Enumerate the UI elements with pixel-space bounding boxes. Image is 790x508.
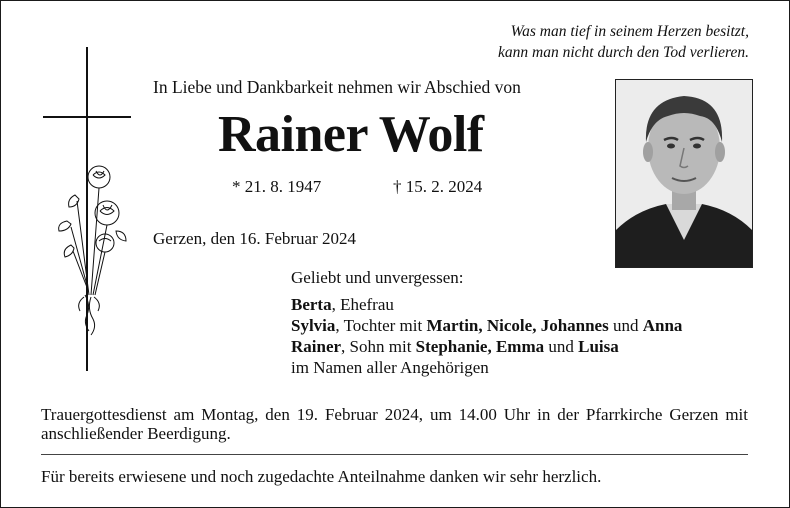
- intro-text: In Liebe und Dankbarkeit nehmen wir Abschied von: [153, 77, 521, 97]
- mourners-block: [291, 267, 682, 378]
- mourner-name: Rainer: [291, 337, 342, 356]
- funeral-service-info: Trauergottesdienst am Montag, den 19. Februar 2024, um 14.00 Uhr in der Pfarrkirche Gerzen mit anschließender Beerdigung.: [41, 405, 748, 443]
- mourner-name: Martin, Nicole, Johannes: [426, 316, 609, 335]
- mourner-name: Luisa: [578, 337, 619, 356]
- mourner-relation: , Tochter mit: [335, 316, 427, 335]
- cross-with-roses-icon: [41, 45, 133, 375]
- quote-line-2: kann man nicht durch den Tod verlieren.: [498, 44, 749, 61]
- deceased-name: Rainer Wolf: [218, 106, 484, 163]
- mourner-line: [291, 336, 682, 357]
- quote-line-1: Was man tief in seinem Herzen besitzt,: [510, 23, 749, 40]
- divider: [41, 454, 748, 455]
- portrait-photo: [615, 79, 753, 268]
- mourner-relation: , Sohn mit: [341, 337, 416, 356]
- mourner-relation: und: [544, 337, 579, 356]
- mourner-relation: im Namen aller Angehörigen: [291, 358, 489, 377]
- mourner-line: [291, 315, 682, 336]
- memorial-quote: [498, 21, 749, 63]
- death-date: † 15. 2. 2024: [393, 177, 483, 196]
- mourners-heading: Geliebt und unvergessen:: [291, 268, 464, 287]
- mourner-name: Sylvia: [291, 316, 336, 335]
- birth-date: * 21. 8. 1947: [232, 177, 322, 196]
- thanks-text: Für bereits erwiesene und noch zugedachte Anteilnahme danken wir sehr herzlich.: [41, 467, 602, 486]
- mourner-line: [291, 294, 682, 315]
- place-and-date: Gerzen, den 16. Februar 2024: [153, 229, 356, 248]
- mourner-relation: , Ehefrau: [331, 295, 394, 314]
- mourner-relation: und: [608, 316, 643, 335]
- mourner-line: [291, 357, 682, 378]
- mourner-name: Stephanie, Emma: [415, 337, 545, 356]
- mourners-list: [291, 294, 682, 378]
- mourner-name: Berta: [291, 295, 332, 314]
- mourner-name: Anna: [642, 316, 683, 335]
